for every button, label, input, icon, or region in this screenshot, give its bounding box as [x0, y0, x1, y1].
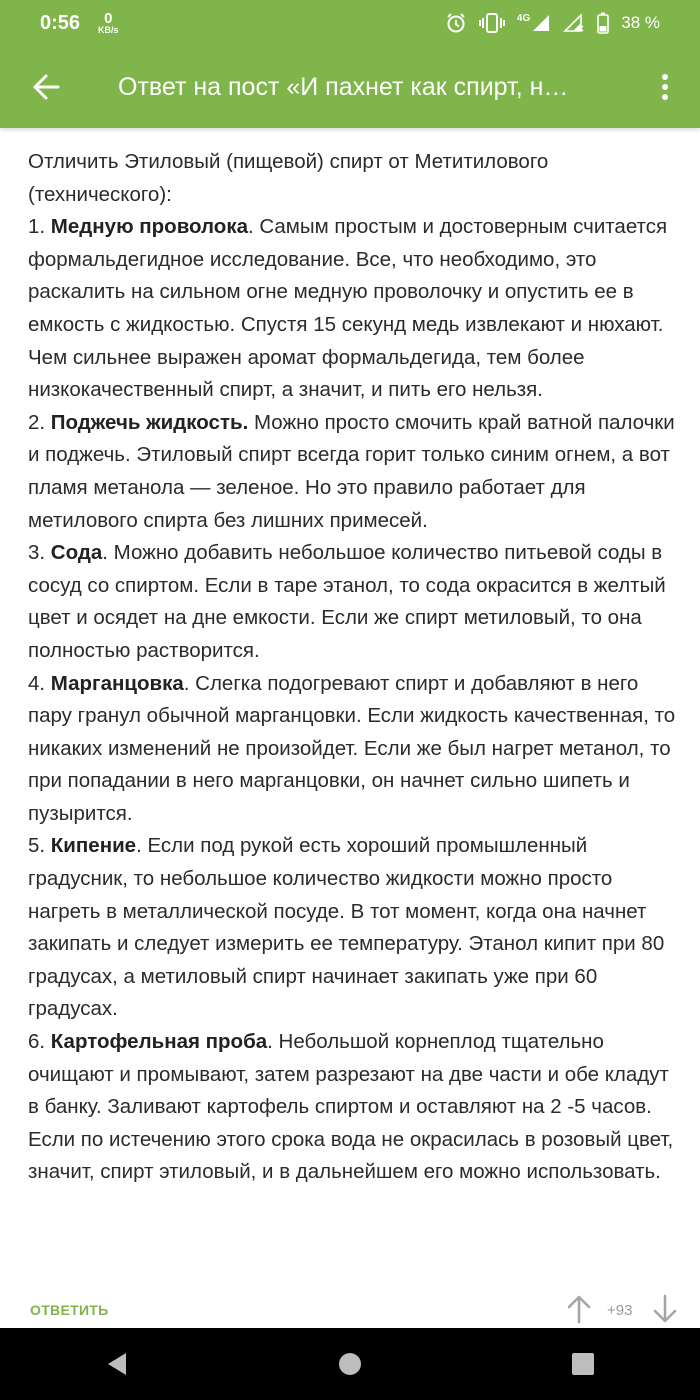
item-title: Поджечь жидкость.	[50, 410, 249, 434]
item-title: Сода	[50, 541, 103, 565]
comment-footer	[0, 1290, 700, 1330]
downvote-button[interactable]	[652, 1294, 678, 1329]
arrow-up-icon	[566, 1294, 592, 1324]
signal-icon: 4G	[517, 13, 551, 33]
item-title: Медную проволока	[50, 215, 248, 239]
square-recents-icon	[571, 1352, 595, 1376]
reply-button[interactable]: ОТВЕТИТЬ	[30, 1302, 109, 1318]
network-speed: 0 KB/s	[98, 10, 119, 35]
list-item: 5. Кипение. Если под рукой есть хороший промышленный градусник, то небольшое количество жидкости можно просто нагреть в металлической посуде. В тот момент, когда она начнет закипать и следует измерить ее температуру. Этанол кипит при 80 градусах, а метиловый спирт начинает закипать уже при 60 градусах.	[28, 834, 665, 1021]
upvote-button[interactable]	[566, 1294, 592, 1329]
app-bar	[0, 46, 700, 128]
status-time: 0:56	[40, 11, 81, 34]
battery-icon	[597, 12, 609, 34]
post-intro: Отличить Этиловый (пищевой) спирт от Метитилового (технического):	[28, 150, 549, 206]
arrow-down-icon	[652, 1294, 678, 1324]
item-title: Картофельная проба	[50, 1030, 268, 1054]
post-content	[28, 146, 680, 1189]
triangle-back-icon	[104, 1350, 130, 1378]
more-menu-button[interactable]	[630, 46, 700, 128]
nav-home-button[interactable]	[320, 1334, 380, 1394]
list-item: 1. Медную проволока. Самым простым и достоверным считается формальдегидное исследование. Все, что необходимо, это раскалить на сильном огне медную проволочку и опустить ее в емкость с жидкостью. Спустя 15 секунд медь извлекают и нюхают. Чем сильнее выражен аромат формальдегида, тем более низкокачественный спирт, а значит, и пить его нельзя.	[28, 215, 668, 402]
list-item: 2. Поджечь жидкость. Можно просто смочить край ватной палочки и поджечь. Этиловый спирт всегда горит только синим огнем, а вот пламя метанола — зеленое. Но это правило работает для метилового спирта без лишних примесей.	[28, 410, 675, 532]
page-title: Ответ на пост «И пахнет как спирт, н…	[118, 72, 569, 101]
item-title: Кипение	[50, 834, 137, 858]
item-title: Марганцовка	[50, 671, 184, 695]
vibrate-icon	[479, 12, 505, 34]
arrow-left-icon	[31, 72, 61, 102]
list-item: 6. Картофельная проба. Небольшой корнеплод тщательно очищают и промывают, затем разрезают на две части и обе кладут в банку. Заливают картофель спиртом и оставляют на 2 -5 часов. Если по истечению этого срока вода не окрасилась в розовый цвет, значит, спирт этиловый, и в дальнейшем его можно использовать.	[28, 1030, 674, 1184]
nav-recents-button[interactable]	[553, 1334, 613, 1394]
battery-percent: 38 %	[621, 13, 660, 32]
more-vertical-icon	[660, 72, 670, 102]
signal-no-service-icon	[563, 13, 585, 33]
nav-back-button[interactable]	[87, 1334, 147, 1394]
back-button[interactable]	[0, 46, 92, 128]
rating-count: +93	[607, 1301, 633, 1319]
status-bar	[0, 0, 700, 46]
list-item: 3. Сода. Можно добавить небольшое количество питьевой соды в сосуд со спиртом. Если в таре этанол, то сода окрасится в желтый цвет и осядет на дне емкости. Если же спирт метиловый, то она полностью растворится.	[28, 541, 666, 662]
circle-home-icon	[337, 1351, 363, 1377]
list-item: 4. Марганцовка. Слегка подогревают спирт и добавляют в него пару гранул обычной марганцовки. Если жидкость качественная, то никаких изменений не произойдет. Если же был нагрет метанол, то при попадании в него марганцовки, он начнет сильно шипеть и пузырится.	[28, 671, 676, 825]
system-nav-bar	[0, 1328, 700, 1400]
alarm-icon	[445, 12, 467, 34]
